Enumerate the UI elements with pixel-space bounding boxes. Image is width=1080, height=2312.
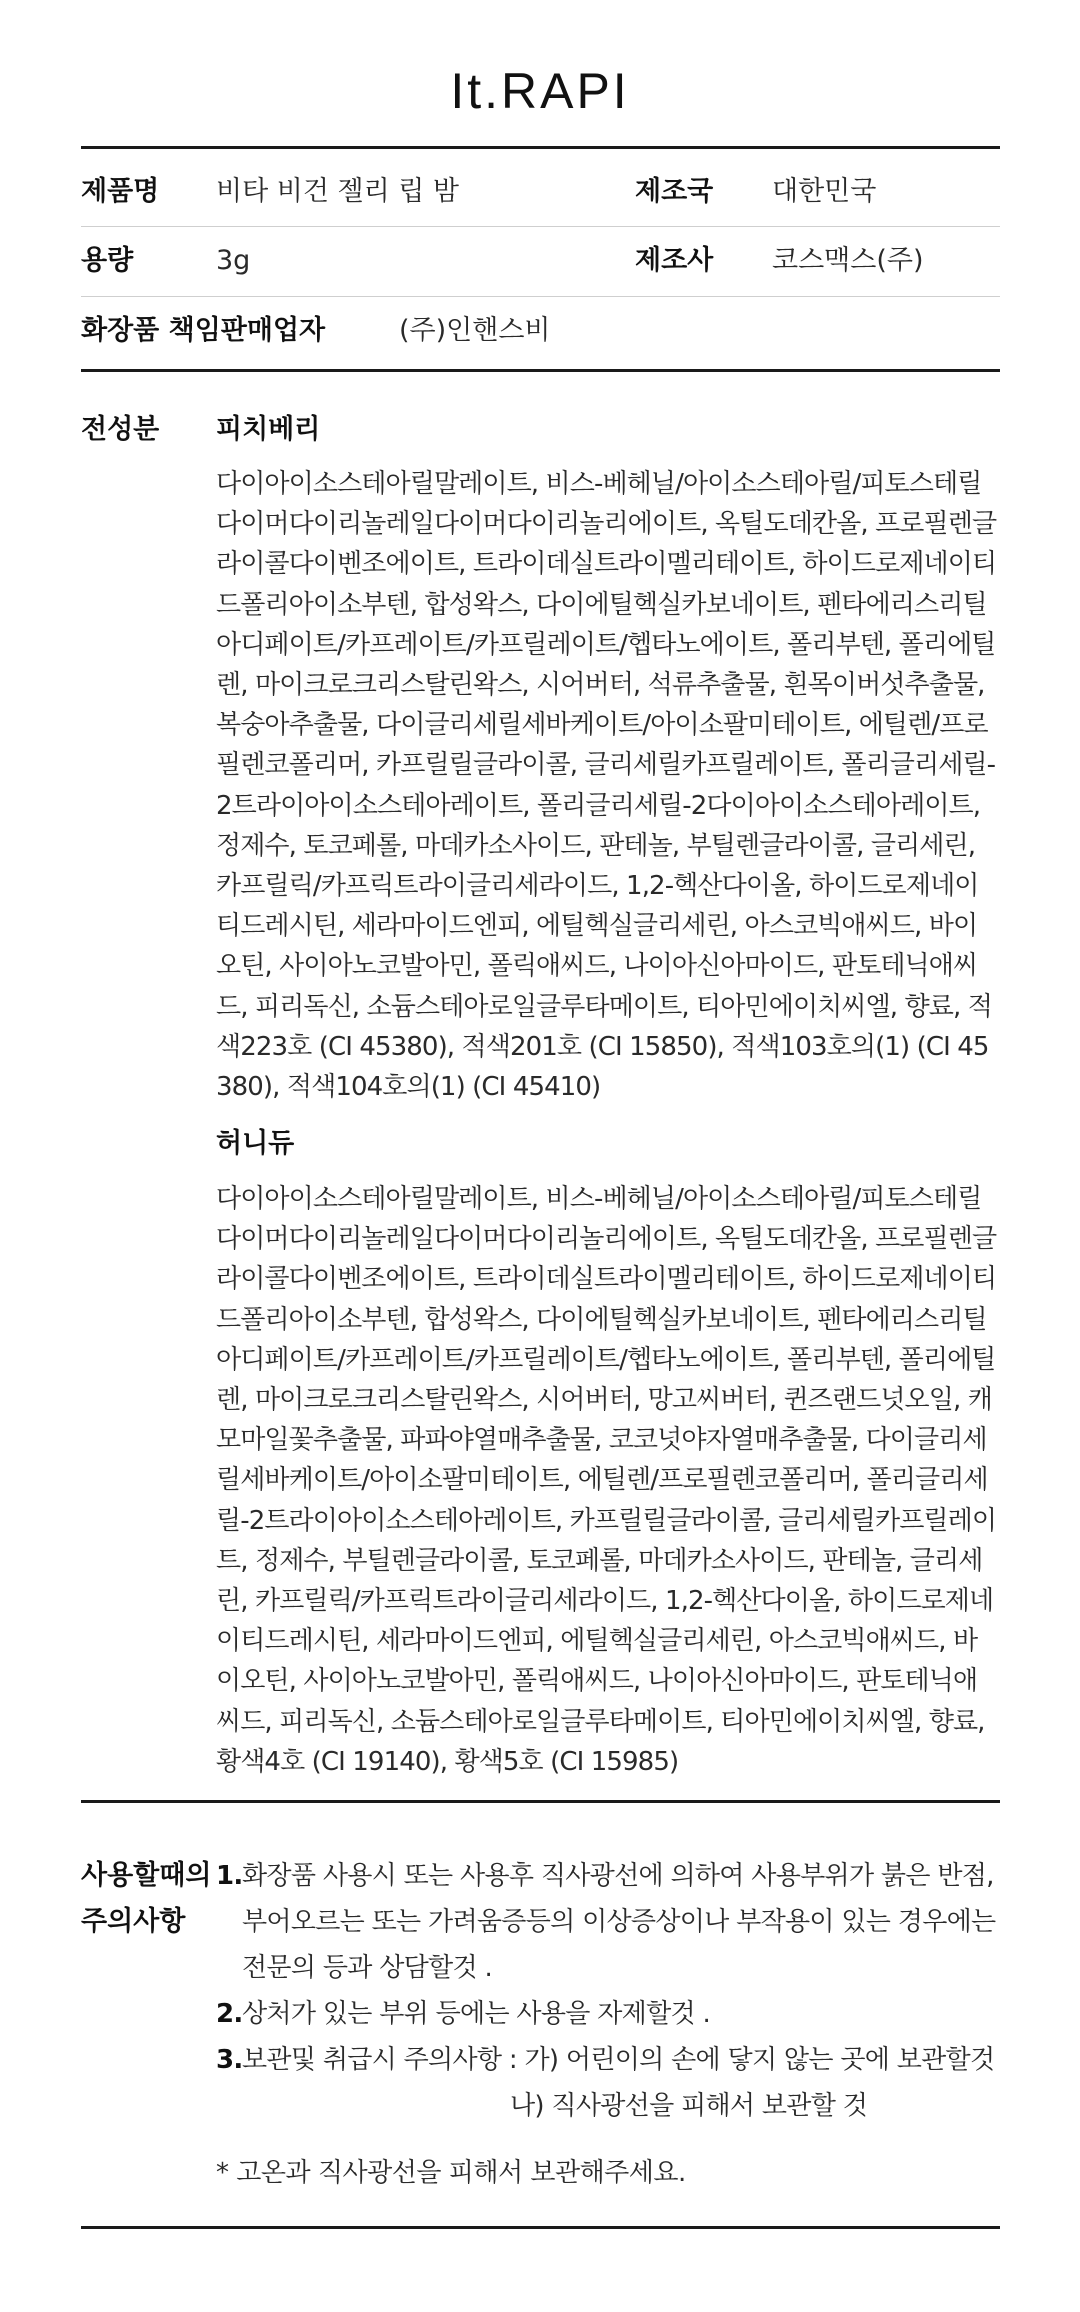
info-row-name-origin: [81, 158, 1000, 226]
divider-bottom: [81, 2226, 1000, 2229]
caution-item-3: [216, 2037, 1000, 2083]
volume-label: 용량: [81, 245, 134, 276]
honeydew-ingredients: 다이아이소스테아릴말레이트, 비스-베헤닐/아이소스테아릴/피토스테릴다이머다이리놀레일다이머다이리놀리에이트, 옥틸도데칸올, 프로필렌글라이콜다이벤조에이트, 트라이데실트라이멜리테이트, 하이드로제네이티드폴리아이소부텐, 합성왁스, 다이에틸헥실카보네이트, 펜타에리스리틸아디페이트/카프레이트/카프릴레이트/헵타노에이트, 폴리부텐, 폴리에틸렌, 마이크로크리스탈린왁스, 시어버터, 망고씨버터, 퀸즈랜드넛오일, 캐모마일꽃추출물, 파파야열매추출물, 코코넛야자열매추출물, 다이글리세릴세바케이트/아이소팔미테이트, 에틸렌/프로필렌코폴리머, 폴리글리세릴-2트라이아이소스테아레이트, 카프릴릴글라이콜, 글리세릴카프릴레이트, 정제수, 부틸렌글라이콜, 토코페롤, 마데카소사이드, 판테놀, 글리세린, 카프릴릭/카프릭트라이글리세라이드, 1,2-헥산다이올, 하이드로제네이티드레시틴, 세라마이드엔피, 에틸헥실글리세린, 아스코빅애씨드, 바이오틴, 사이아노코발아민, 폴릭애씨드, 나이아신아마이드, 판토테닉애씨드, 피리독신, 소듐스테아로일글루타메이트, 티아민에이치씨엘, 향료, 황색4호 (CI 19140), 황색5호 (CI 15985): [216, 1184, 997, 1777]
caution-item-1: [216, 1853, 1000, 1991]
caution-item-2: [216, 1991, 1000, 2037]
caution-item-3-number: 3.: [216, 2045, 243, 2075]
divider-top: [81, 146, 1000, 149]
maker-label: 제조사: [635, 245, 714, 276]
caution-label-line1: 사용할때의: [81, 1860, 212, 1891]
origin-value: 대한민국: [772, 176, 877, 207]
peachberry-title: 피치베리: [216, 414, 321, 445]
caution-list: [216, 1853, 1000, 2129]
divider-info-bottom: [81, 369, 1000, 372]
caution-item-3-sub: 나) 직사광선을 피해서 보관할 것: [510, 2091, 868, 2121]
ingredients-label: 전성분: [81, 414, 160, 445]
caution-item-1-number: 1.: [216, 1861, 243, 1891]
origin-label: 제조국: [635, 176, 714, 207]
caution-item-3-text: 보관및 취급시 주의사항 : 가) 어린이의 손에 닿지 않는 곳에 보관할것: [242, 2045, 995, 2075]
seller-value: (주)인핸스비: [399, 315, 551, 346]
maker-value: 코스맥스(주): [772, 245, 924, 276]
volume-value: 3g: [216, 245, 251, 276]
caution-item-2-text: 상처가 있는 부위 등에는 사용을 자제할것 .: [242, 1999, 711, 2029]
peachberry-ingredients: 다이아이소스테아릴말레이트, 비스-베헤닐/아이소스테아릴/피토스테릴다이머다이리놀레일다이머다이리놀리에이트, 옥틸도데칸올, 프로필렌글라이콜다이벤조에이트, 트라이데실트라이멜리테이트, 하이드로제네이티드폴리아이소부텐, 합성왁스, 다이에틸헥실카보네이트, 펜타에리스리틸아디페이트/카프레이트/카프릴레이트/헵타노에이트, 폴리부텐, 폴리에틸렌, 마이크로크리스탈린왁스, 시어버터, 석류추출물, 흰목이버섯추출물, 복숭아추출물, 다이글리세릴세바케이트/아이소팔미테이트, 에틸렌/프로필렌코폴리머, 카프릴릴글라이콜, 글리세릴카프릴레이트, 폴리글리세릴-2트라이아이소스테아레이트, 폴리글리세릴-2다이아이소스테아레이트, 정제수, 토코페롤, 마데카소사이드, 판테놀, 부틸렌글라이콜, 글리세린, 카프릴릭/카프릭트라이글리세라이드, 1,2-헥산다이올, 하이드로제네이티드레시틴, 세라마이드엔피, 에틸헥실글리세린, 아스코빅애씨드, 바이오틴, 사이아노코발아민, 폴릭애씨드, 나이아신아마이드, 판토테닉애씨드, 피리독신, 소듐스테아로일글루타메이트, 티아민에이치씨엘, 향료, 적색223호 (CI 45380), 적색201호 (CI 15850), 적색103호의(1) (CI 45380), 적색104호의(1) (CI 45410): [216, 469, 997, 1103]
caution-item-1-text: 화장품 사용시 또는 사용후 직사광선에 의하여 사용부위가 붉은 반점, 부어오르는 또는 가려움증등의 이상증상이나 부작용이 있는 경우에는 전문의 등과 상담할것 .: [242, 1861, 996, 1983]
product-name-value: 비타 비건 젤리 립 밤: [216, 176, 459, 207]
divider-ingredients-bottom: [81, 1800, 1000, 1803]
brand-logo: It.RAPI: [450, 63, 630, 119]
caution-label-line2: 주의사항: [81, 1906, 186, 1937]
caution-item-2-number: 2.: [216, 1999, 243, 2029]
info-row-volume-maker: [81, 227, 1000, 295]
seller-label: 화장품 책임판매업자: [81, 315, 326, 346]
info-row-seller: [81, 297, 1000, 365]
product-name-label: 제품명: [81, 176, 160, 207]
honeydew-title: 허니듀: [216, 1128, 295, 1159]
caution-label: [81, 1853, 216, 1945]
storage-note: * 고온과 직사광선을 피해서 보관해주세요.: [216, 2158, 686, 2188]
